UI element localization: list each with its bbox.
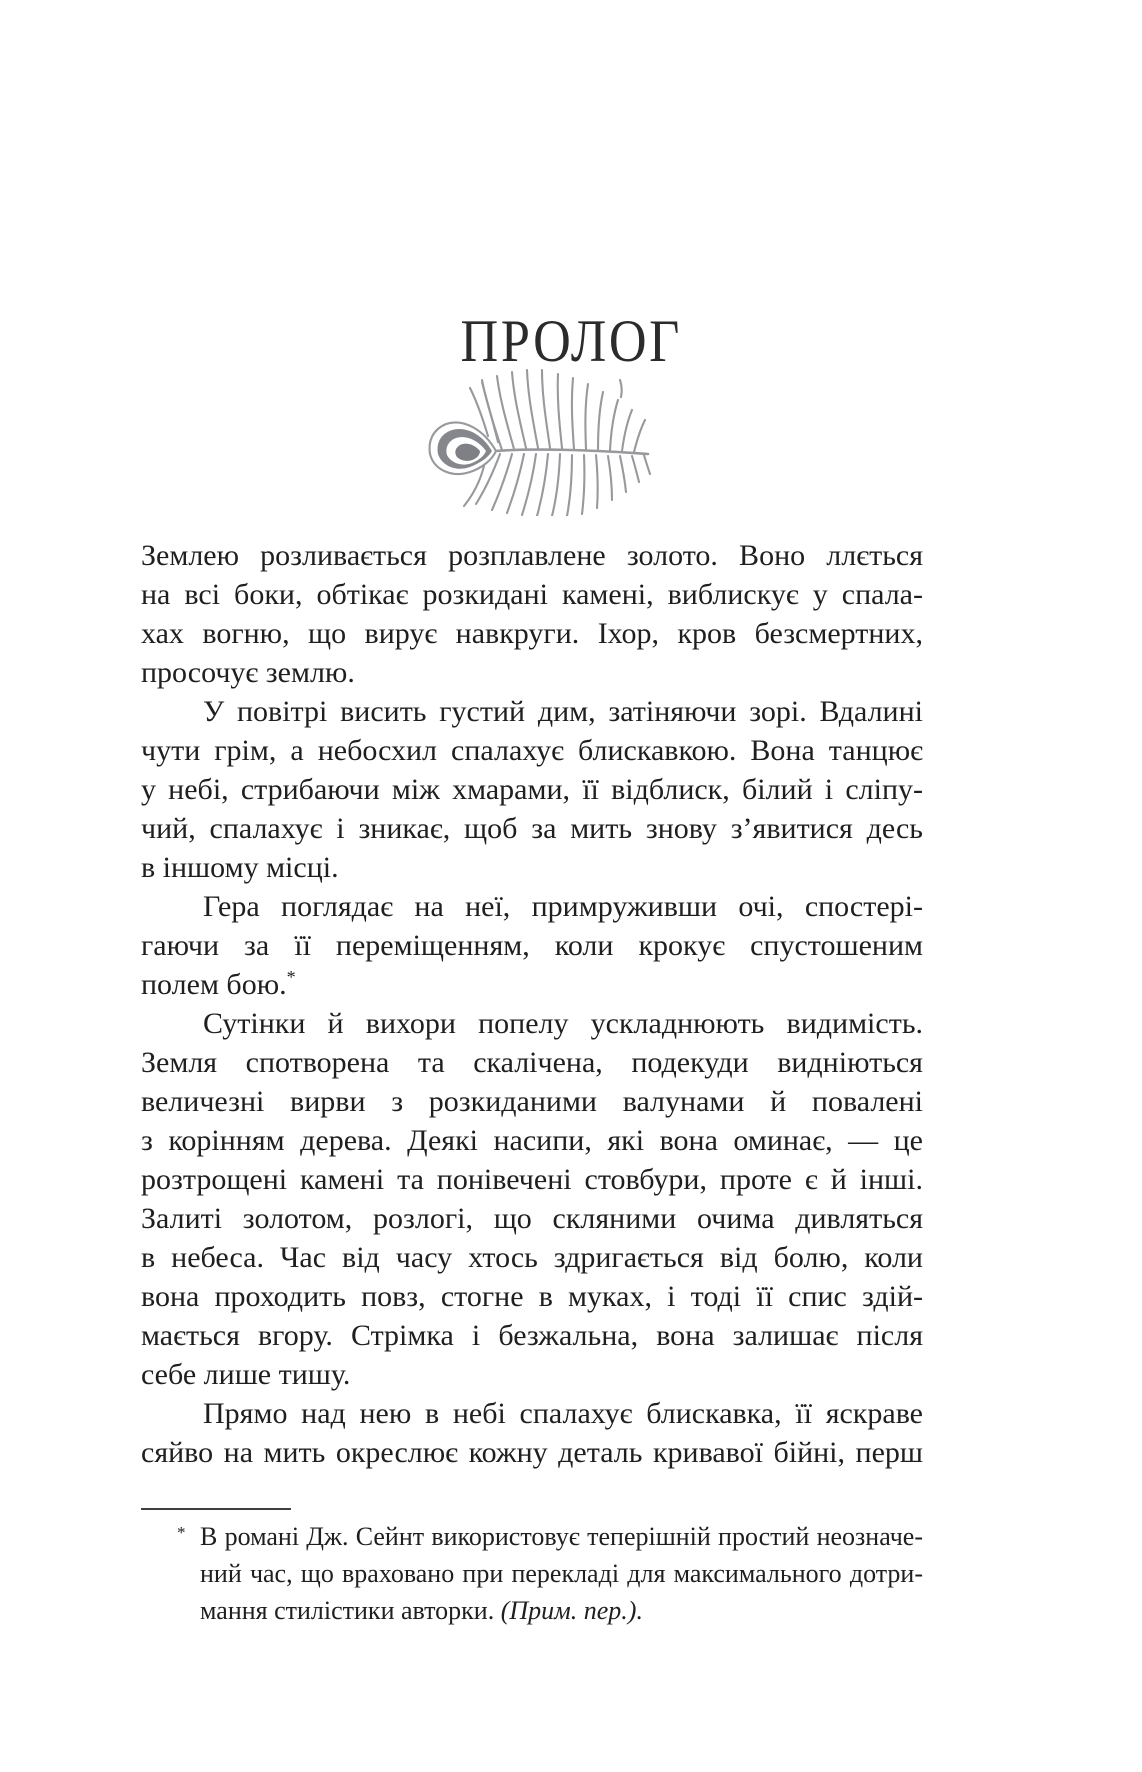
text-line: гаючи за її переміщенням, коли крокує спустошеним [141,929,923,962]
text-line: Земля спотворена та скалічена, подекуди видніються [141,1046,923,1079]
text-line: на всі боки, обтікає розкидані камені, виблискує у спала- [141,578,923,611]
text-line: розтрощені камені та понівечені стовбури, проте є й інші. [141,1163,923,1196]
text-line: в небеса. Час від часу хтось здригається від болю, коли [141,1241,923,1274]
footnote-text: мання стилістики авторки. [200,1596,501,1625]
text-line: у небі, стрибаючи між хмарами, її відблиск, білий і сліпу- [141,773,923,806]
text-line: Прямо над нею в небі спалахує блискавка, її яскраве [203,1397,923,1430]
text-line: чути грім, а небосхил спалахує блискавкою. Вона танцює [141,734,923,767]
text-line: Землею розливається розплавлене золото. Воно ллється [141,539,923,572]
footnote-separator [141,1508,291,1510]
footnote [141,1518,923,1629]
text-line: просочує землю. [141,656,355,689]
chapter-title-text: ПРОЛОГ [460,308,682,374]
text-line: Гера поглядає на неї, примруживши очі, спостері- [203,890,923,923]
text-line: в іншому місці. [141,851,339,884]
footnote-text: В романі Дж. Сейнт використовує теперішній простий неозначе- [200,1522,923,1551]
text-line: полем бою.* [141,967,296,1001]
text-line: У повітрі висить густий дим, затіняючи зорі. Вдалині [203,695,923,728]
footnote-reference-marker: * [286,967,296,987]
text-line: чий, спалахує і зникає, щоб за мить знову з’явитися десь [141,812,923,845]
feather-icon [424,366,654,516]
text-line: з корінням дерева. Деякі насипи, які вона оминає, — це [141,1124,923,1157]
footnote-text: ний час, що враховано при перекладі для максимального дотри- [200,1559,923,1588]
footnote-marker: * [177,1523,186,1542]
text-line: вона проходить повз, стогне в муках, і тоді її спис здій- [141,1280,923,1313]
text-line: хах вогню, що вирує навкруги. Іхор, кров безсмертних, [141,617,923,650]
footnote-line [141,1518,923,1555]
text-line: величезні вирви з розкиданими валунами й повалені [141,1085,923,1118]
text-line: Залиті золотом, розлогі, що скляними очима дивляться [141,1202,923,1235]
footnote-line [141,1592,923,1629]
text-line: сяйво на мить окреслює кожну деталь кривавої бійні, перш [141,1436,923,1469]
text-line: себе лише тишу. [141,1358,351,1391]
translator-note: (Прим. пер.). [500,1596,643,1625]
feather-ornament [424,366,654,516]
text-line: мається вгору. Стрімка і безжальна, вона залишає після [141,1319,923,1352]
text-line: Сутінки й вихори попелу ускладнюють видимість. [203,1007,923,1040]
chapter-title [0,308,1142,374]
body-text [141,536,923,1472]
footnote-line [141,1555,923,1592]
